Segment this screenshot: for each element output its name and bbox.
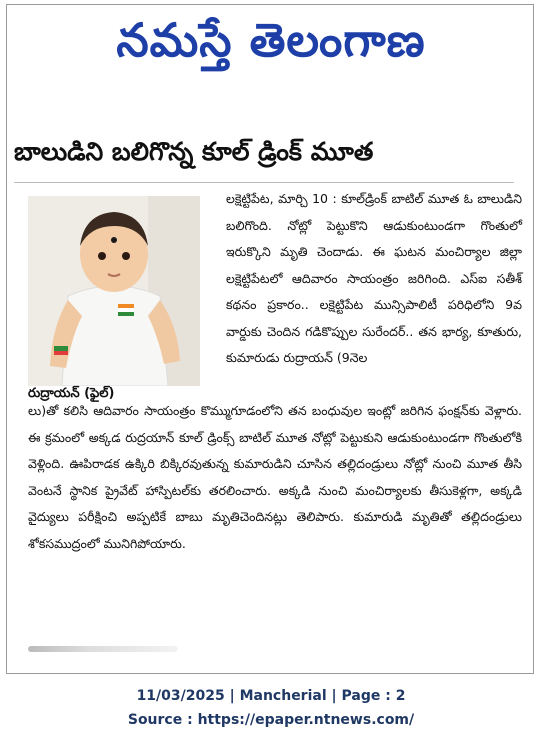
child-photo-illustration	[28, 196, 200, 386]
article-body-full	[28, 398, 522, 557]
source-link[interactable]: Source : https://epaper.ntnews.com/	[127, 712, 415, 728]
article-paragraph-full: లు)తో కలిసి ఆదివారం సాయంత్రం కొమ్ముగూడంలోని తన బంధువుల ఇంట్లో జరిగిన ఫంక్షన్‌కు వెళ్లారు. ఈ క్రమంలో అక్కడ రుద్రయాన్ కూల్ డ్రింక్స్ బాటిల్ మూత నోట్లో పెట్టుకుని ఆడుకుంటుండగా గొంతులోకి వెళ్లింది. ఊపిరాడక ఉక్కిరి బిక్కిరవుతున్న కుమారుడిని చూసిన తల్లిదండ్రులు నోట్లో నుంచి మూత తీసి వెంటనే స్థానిక ప్రైవేట్ హాస్పిటల్‌కు తరలించారు. అక్కడి నుంచి మంచిర్యాలకు తీసుకెళ్లగా, అక్కడి వైద్యులు పరీక్షించి అప్పటికే బాబు మృతిచెందినట్లు తెలిపారు. కుమారుడి మృతితో తల్లిదండ్రులు శోకసముద్రంలో మునిగిపోయారు.	[28, 403, 522, 551]
article-headline: బాలుడిని బలిగొన్న కూల్ డ్రింక్ మూత	[14, 137, 374, 166]
newspaper-masthead: నమస్తే తెలంగాణ	[116, 13, 426, 67]
faded-text-remnant	[28, 640, 178, 656]
photo-caption: రుద్రాయన్ (ఫైల్)	[28, 386, 115, 401]
article-paragraph-column: లక్షెట్టిపేట, మార్చి 10 : కూల్‌డ్రింక్ బాటిల్ మూత ఓ బాలుడిని బలిగొంది. నోట్లో పెట్టుకొని ఆడుకుంటుండగా గొంతులో ఇరుక్కొని మృతి చెందాడు. ఈ ఘటన మంచిర్యాల జిల్లా లక్షెట్టిపేటలో ఆదివారం సాయంత్రం జరిగింది. ఎస్ఐ సతీశ్ కథనం ప్రకారం.. లక్షెట్టిపేట మున్సిపాలిటీ పరిధిలోని 9వ వార్డుకు చెందిన గడికొప్పుల సురేందర్.. తన భార్య, కూతురు, కుమారుడు రుద్రాయన్ (9నెల	[226, 191, 522, 365]
article-body-column	[226, 186, 522, 372]
edition-meta: 11/03/2025 | Mancherial | Page : 2	[136, 688, 406, 704]
child-photo	[28, 196, 200, 386]
headline-divider	[14, 182, 514, 183]
